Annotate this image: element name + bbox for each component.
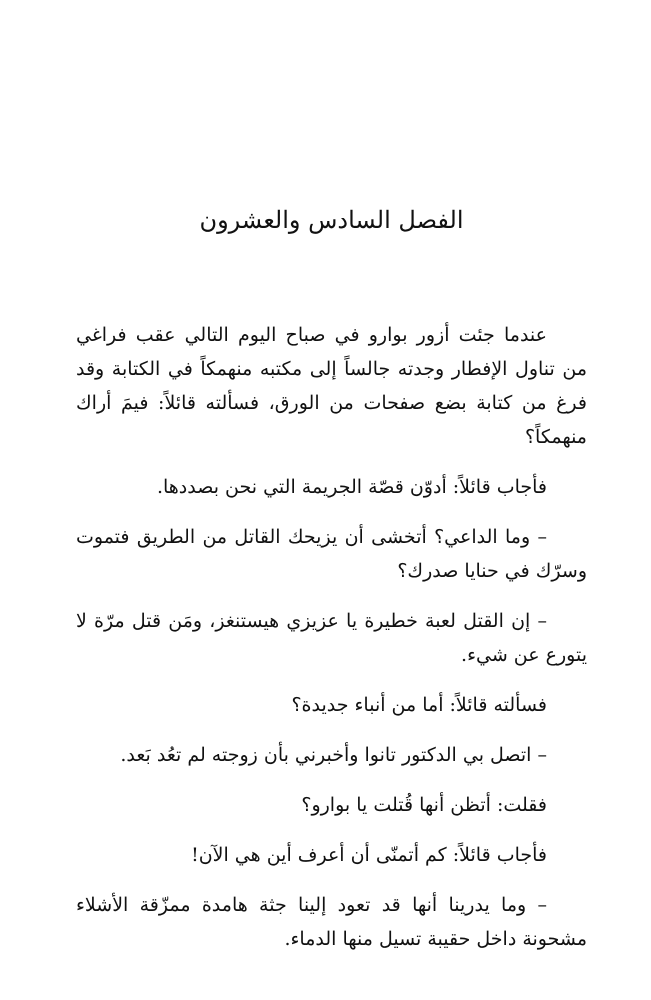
chapter-body <box>76 318 587 972</box>
paragraph-7: فقلت: أتظن أنها قُتلت يا بوارو؟ <box>301 794 547 816</box>
paragraph-9: – وما يدرينا أنها قد تعود إلينا جثة هامدة ممزّقة الأشلاء مشحونة داخل حقيبة تسيل منها الدماء. <box>76 894 587 950</box>
paragraph-2: فأجاب قائلاً: أدوّن قصّة الجريمة التي نحن بصددها. <box>156 476 547 498</box>
paragraph-4: – إن القتل لعبة خطيرة يا عزيزي هيستنغز، ومَن قتل مرّة لا يتورع عن شيء. <box>76 610 587 666</box>
paragraph-3: – وما الداعي؟ أتخشى أن يزيحك القاتل من الطريق فتموت وسرّك في حنايا صدرك؟ <box>76 526 587 582</box>
paragraph-8: فأجاب قائلاً: كم أتمنّى أن أعرف أين هي الآن! <box>191 844 547 866</box>
book-page <box>76 0 587 1000</box>
paragraph-1: عندما جئت أزور بوارو في صباح اليوم التالي عقب فراغي من تناول الإفطار وجدته جالساً إلى مكتبه منهمكاً في الكتابة وقد فرغ من كتابة بضع صفحات من الورق، فسألته قائلاً: فيمَ أراك منهمكاً؟ <box>76 324 587 448</box>
chapter-title: الفصل السادس والعشرون <box>199 206 464 234</box>
paragraph-5: فسألته قائلاً: أما من أنباء جديدة؟ <box>291 694 547 716</box>
paragraph-6: – اتصل بي الدكتور تانوا وأخبرني بأن زوجته لم تعُد بَعد. <box>120 744 547 766</box>
